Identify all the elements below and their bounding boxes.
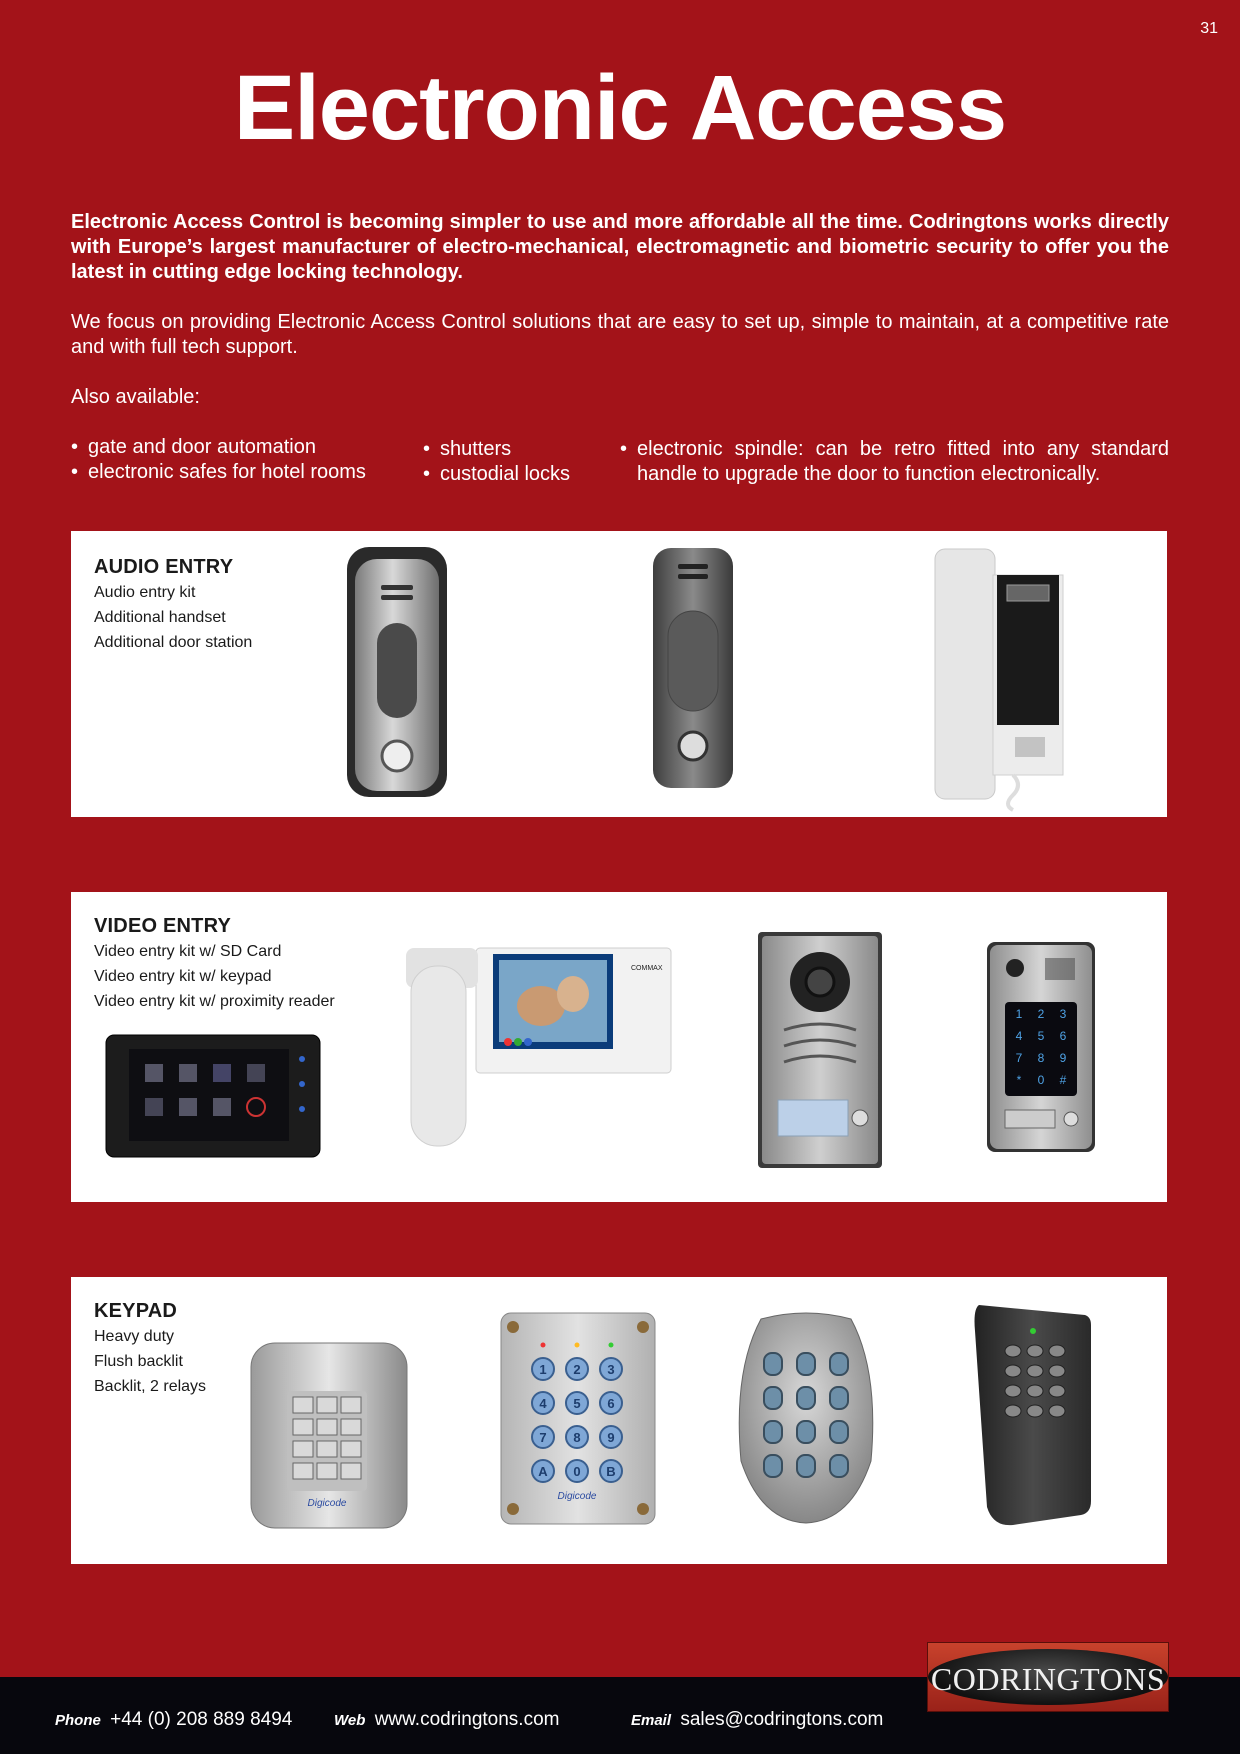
keypad-key: 6 [1059, 1029, 1067, 1043]
flush-backlit-keypad-image [499, 1311, 657, 1526]
keypad-key: A [538, 1464, 548, 1479]
keypad-key: 5 [573, 1396, 581, 1411]
also-item: • custodial locks [423, 462, 620, 487]
keypad-brand: Digicode [307, 1498, 347, 1509]
keypad-key: 8 [1037, 1051, 1045, 1065]
keypad-key: 3 [1059, 1007, 1067, 1021]
video-monitor-image [401, 946, 676, 1151]
email-link[interactable]: sales@codringtons.com [680, 1709, 884, 1730]
page-title: Electronic Access [233, 57, 1007, 159]
proximity-keypad-image [973, 1301, 1093, 1531]
audio-entry-text [94, 555, 252, 655]
audio-entry-panel [71, 531, 1167, 817]
camera-door-station-image [756, 930, 886, 1170]
keypad-key: 8 [573, 1430, 581, 1445]
monitor-brand-label: COMMAX [631, 965, 663, 972]
video-entry-item: Video entry kit w/ SD Card [94, 943, 282, 960]
logo-text: CODRINGTONS [930, 1661, 1166, 1697]
audio-entry-item: Additional handset [94, 609, 226, 626]
keypad-key: 0 [573, 1464, 581, 1479]
keypad-key: 7 [1015, 1051, 1023, 1065]
keypad-key: # [1059, 1073, 1067, 1087]
also-available-list [71, 435, 1169, 487]
keypad-key: 6 [607, 1396, 615, 1411]
additional-door-station-image [648, 546, 738, 791]
keypad-key: 5 [1037, 1029, 1045, 1043]
video-entry-text [94, 914, 335, 1014]
web-label: Web [334, 1712, 366, 1729]
footer-phone [55, 1709, 292, 1731]
keypad-door-station-image [985, 940, 1097, 1155]
video-entry-item: Video entry kit w/ keypad [94, 968, 272, 985]
video-entry-panel [71, 892, 1167, 1202]
keypad-item: Flush backlit [94, 1353, 183, 1370]
also-item: • shutters [423, 437, 620, 462]
keypad-key: B [606, 1464, 616, 1479]
keypad-key: 4 [1015, 1029, 1023, 1043]
keypad-key: 9 [1059, 1051, 1067, 1065]
keypad-panel [71, 1277, 1167, 1564]
also-item: • gate and door automation [71, 435, 423, 460]
keypad-key: 2 [1037, 1007, 1045, 1021]
keypad-key: 1 [1015, 1007, 1023, 1021]
keypad-key: 4 [539, 1396, 547, 1411]
page-number: 31 [1200, 20, 1218, 37]
intro-focus-paragraph: We focus on providing Electronic Access Control solutions that are easy to set up, simple to maintain, at a competitive rate and with full tech support. [71, 311, 1169, 358]
audio-entry-item: Audio entry kit [94, 584, 196, 601]
audio-handset-image [933, 547, 1068, 812]
footer-email [631, 1709, 883, 1731]
keypad-key: 3 [607, 1362, 615, 1377]
backlit-relay-keypad-image [731, 1311, 881, 1526]
web-link[interactable]: www.codringtons.com [374, 1709, 560, 1730]
audio-entry-heading: AUDIO ENTRY [94, 556, 234, 578]
also-available-label: Also available: [71, 386, 200, 408]
keypad-item: Heavy duty [94, 1328, 175, 1345]
keypad-key: 9 [607, 1430, 615, 1445]
codringtons-logo [927, 1642, 1169, 1712]
also-item: • electronic spindle: can be retro fitted into any standard handle to upgrade the door to function electronically. [620, 437, 1169, 487]
keypad-brand: Digicode [557, 1491, 597, 1502]
keypad-heading: KEYPAD [94, 1300, 178, 1322]
keypad-key: 0 [1037, 1073, 1045, 1087]
keypad-key: 2 [573, 1362, 581, 1377]
phone-label: Phone [55, 1712, 101, 1729]
heavy-duty-keypad-image [249, 1341, 409, 1531]
intro-lead-paragraph: Electronic Access Control is becoming simpler to use and more affordable all the time. Codringtons works directly with Europe’s largest manufacturer of electro-mechanical, electromagnetic and biometric security to offer you the latest in cutting edge locking technology. [71, 211, 1169, 283]
audio-entry-item: Additional door station [94, 634, 253, 651]
also-item: • electronic safes for hotel rooms [71, 460, 423, 485]
keypad-key: * [1016, 1073, 1022, 1087]
footer-web [334, 1709, 559, 1731]
keypad-key: 7 [539, 1430, 547, 1445]
phone-number[interactable]: +44 (0) 208 889 8494 [110, 1709, 293, 1730]
keypad-text [94, 1299, 206, 1399]
intro-section [71, 210, 1169, 487]
keypad-key: 1 [539, 1362, 547, 1377]
video-entry-item: Video entry kit w/ proximity reader [94, 993, 335, 1010]
video-entry-heading: VIDEO ENTRY [94, 915, 232, 937]
keypad-item: Backlit, 2 relays [94, 1378, 207, 1395]
touchscreen-monitor-image [105, 1034, 321, 1158]
email-label: Email [631, 1712, 672, 1729]
audio-door-station-image [341, 545, 451, 800]
